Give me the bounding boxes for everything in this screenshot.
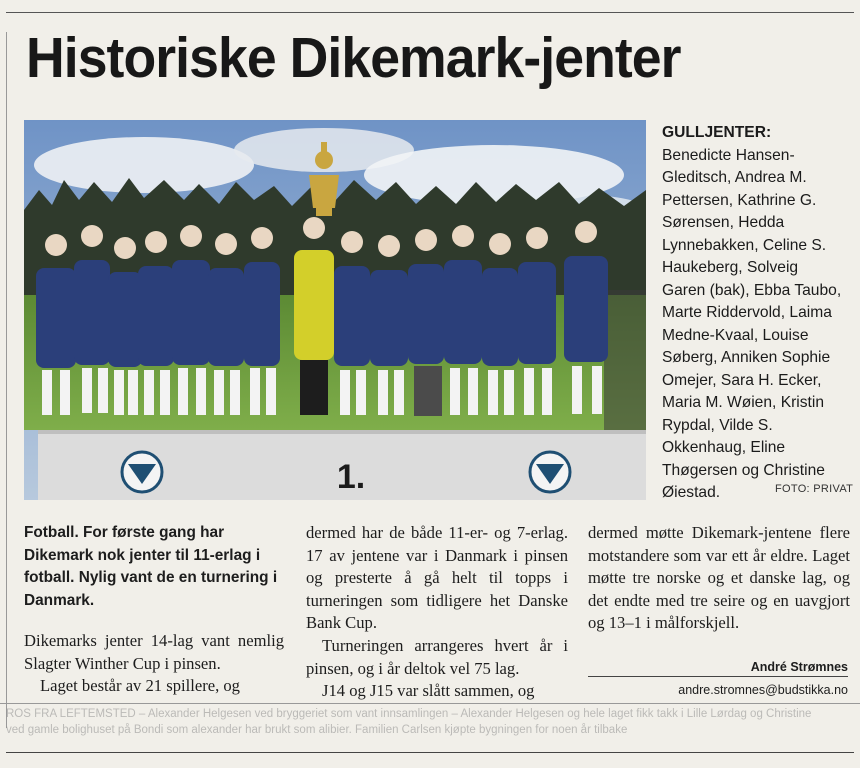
author-byline: André Strømnes — [750, 660, 848, 674]
caption-names: Benedicte Hansen-Gleditsch, Andrea M. Pettersen, Kathrine G. Sørensen, Hedda Lynnebakken, Celine S. Haukeberg, Solveig Garen (bak), Ebba Taubo, Marte Riddervold, Laima Medne-Kvaal, Louise Søberg, Anniken Sophie Omejer, Sara H. Ecker, Maria M. Wøien, Kristin Rypdal, Vilde S. Okkenhaug, Eline Thøgersen og Christine Øiestad. — [662, 146, 842, 501]
column-1 — [24, 522, 284, 698]
body-paragraph-2: Laget består av 21 spillere, og — [40, 676, 240, 696]
team-photo — [24, 120, 646, 500]
bottom-divider — [0, 703, 860, 704]
team-photo-illustration — [24, 120, 646, 500]
bleed-line-1: ROS FRA LEFTEMSTED – Alexander Helgesen ved bryggeriet som vant innsamlingen – Alexander Helgesen og hele laget fikk takk i Lille Lørdag og Christine — [6, 708, 812, 720]
body-paragraph-6: dermed møtte Dikemark-jentene flere motstandere som var ett år eldre. Laget møtte tre norske og et danske lag, og det endte med tre seire og en uavgjort og 13–1 i målforskjell. — [588, 523, 850, 633]
bottom-rule — [6, 752, 854, 753]
bleed-through-text — [6, 706, 856, 738]
podium-logo-right-icon — [530, 452, 570, 492]
body-paragraph-4: Turneringen arrangeres hvert år i pinsen, og i år deltok vel 75 lag. — [306, 635, 568, 678]
photo-credit: FOTO: PRIVAT — [775, 483, 854, 495]
byline-rule — [588, 676, 848, 677]
column-2 — [306, 522, 568, 703]
column-3 — [588, 522, 850, 635]
author-email: andre.stromnes@budstikka.no — [678, 683, 848, 697]
lead-paragraph: Fotball. For første gang har Dikemark nok jenter til 11-erlag i fotball. Nylig vant de en turnering i Danmark. — [24, 524, 278, 609]
top-rule — [6, 12, 854, 13]
caption-label: GULLJENTER: — [662, 124, 772, 141]
body-paragraph-3: dermed har de både 11-er- og 7-erlag. 17 av jentene var i Danmark i pinsen og presterte å gå helt til topps i turneringen som tidligere het Danske Bank Cup. — [306, 523, 568, 633]
podium-logo-left-icon — [122, 452, 162, 492]
body-paragraph-5: J14 og J15 var slått sammen, og — [322, 681, 535, 701]
headline: Historiske Dikemark-jenter — [26, 26, 681, 90]
body-paragraph-1: Dikemarks jenter 14-lag vant nemlig Slagter Winther Cup i pinsen. — [24, 631, 284, 673]
bleed-line-2: ved gamle bolighuset på Bondi som alexander har brukt som alibier. Familien Carlsen kjøpte bygningen for noen år tilbake — [6, 724, 628, 736]
left-margin-rule — [6, 32, 7, 728]
podium-label: 1. — [336, 458, 366, 496]
photo-caption — [662, 122, 842, 505]
